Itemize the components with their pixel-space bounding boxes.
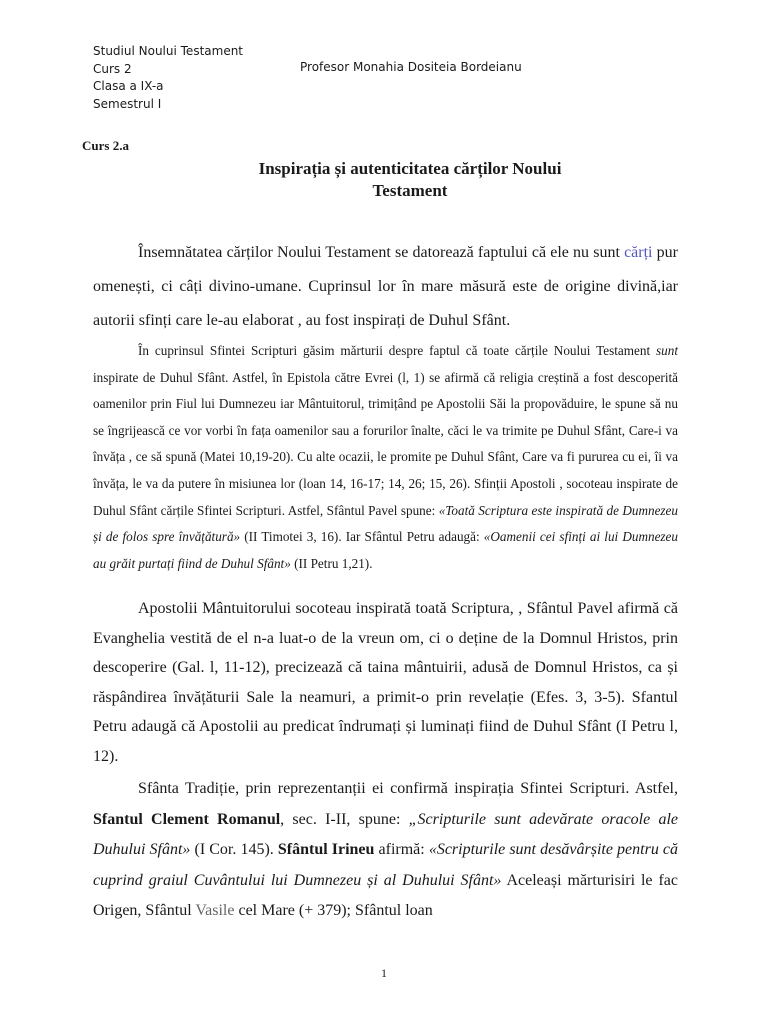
paragraph-4 (93, 774, 678, 927)
paragraph-2-text-d: (II Petru 1,21). (290, 555, 373, 571)
section-label: Curs 2.a (82, 138, 129, 153)
quote-clement: „Scripturile sunt adevărate oracole ale Duhului Sfânt» (93, 810, 679, 858)
paragraph-2-italic-sunt: sunt (656, 343, 678, 358)
paragraph-1-text-b: pur omenești, ci câți divino-umane. Cuprinsul lor în mare măsură este de origine divină,iar autorii sfinți care le-au elaborat , au fost inspirați de Duhul Sfânt. (93, 244, 679, 329)
paragraph-2-text-b: inspirate de Duhul Sfânt. Astfel, în Epistola către Evrei (l, 1) se afirmă că religia creștină a fost descoperită oamenilor prin Fiul lui Dumnezeu iar Mântuitorul, trimițând pe Apostolii Săi la propovăduire, le spune să nu se îngrijească ce vor vorbi în fața oamenilor sau a forurilor înalte, căci le va trimite pe Duhul Sfânt, Care-i va învăța , ce să spună (Matei 10,19-20). Cu alte ocazii, le promite pe Duhul Sfânt, Care va fi pururea cu ei, îi va învăța, le va da putere în misiunea lor (loan 14, 16-17; 14, 26; 15, 26). Sfinții Apostoli , socoteau inspirate de Duhul Sfânt cărțile Sfintei Scripturi. Astfel, Sfântul Pavel spune: (93, 369, 678, 518)
paragraph-2 (93, 338, 678, 577)
name-clement: Sfantul Clement Romanul (93, 810, 281, 828)
page-number: 1 (381, 966, 387, 980)
semester: Semestrul I (93, 96, 162, 111)
quote-petru: «Oamenii cei sfinți ai lui Dumnezeu au grăit purtați fiind de Duhul Sfânt» (93, 529, 679, 571)
name-irineu: Sfântul Irineu (277, 841, 375, 858)
quote-irineu: «Scripturile sunt desăvârșite pentru că cuprind graiul Cuvântului lui Dumnezeu și al Duhului Sfânt» (93, 841, 679, 889)
paragraph-1-text-a: Însemnătatea cărților Noului Testament se datorează faptului că ele nu sunt (138, 244, 625, 261)
title-line-2: Testament (372, 181, 448, 200)
paragraph-3 (93, 594, 678, 771)
carti-link[interactable]: cărți (624, 244, 653, 261)
paragraph-4-text-a: Sfânta Tradiție, prin reprezentanții ei confirmă inspirația Sfintei Scripturi. Astfel, (138, 780, 678, 797)
title-line-1: Inspirația și autenticitatea cărților Noului (258, 159, 562, 178)
quote-timotei: «Toată Scriptura este inspirată de Dumnezeu și de folos spre învățătură» (93, 502, 678, 545)
document-title (180, 158, 640, 202)
paragraph-2-text-a: În cuprinsul Sfintei Scripturi găsim mărturii despre faptul că toate cărțile Noului Testament (138, 343, 657, 358)
paragraph-4-text-e: Aceleași mărturisiri le fac Origen, Sfântul (93, 871, 678, 919)
paragraph-1 (93, 236, 678, 338)
paragraph-4-text-c: (I Cor. 145). (190, 841, 278, 858)
document-header (93, 43, 243, 113)
name-vasile: Vasile (195, 902, 235, 919)
paragraph-4-text-f: cel Mare (+ 379); Sfântul loan (234, 902, 433, 919)
paragraph-4-text-b: , sec. I-II, spune: (280, 810, 409, 828)
paragraph-2-text-c: (II Timotei 3, 16). Iar Sfântul Petru adaugă: (240, 529, 484, 545)
course-subject: Studiul Noului Testament (93, 44, 244, 58)
class-level: Clasa a IX-a (93, 79, 164, 93)
course-number: Curs 2 (93, 61, 132, 76)
paragraph-3-text: Apostolii Mântuitorului socoteau inspirată toată Scriptura, , Sfântul Pavel afirmă că Evanghelia vestită de el n-a luat-o de la vreun om, ci o deține de la Domnul Hristos, prin descoperire (Gal. l, 11-12), precizează că taina mântuirii, adusă de Domnul Hristos, ca și răspândirea învățăturii Sale la neamuri, a primit-o prin revelație (Efes. 3, 3-5). Sfantul Petru adaugă că Apostolii au predicat îndrumați și luminați fiind de Duhul Sfânt (I Petru l, 12). (93, 600, 678, 765)
paragraph-4-text-d: afirmă: (374, 841, 429, 858)
professor-name: Profesor Monahia Dositeia Bordeianu (300, 60, 522, 74)
